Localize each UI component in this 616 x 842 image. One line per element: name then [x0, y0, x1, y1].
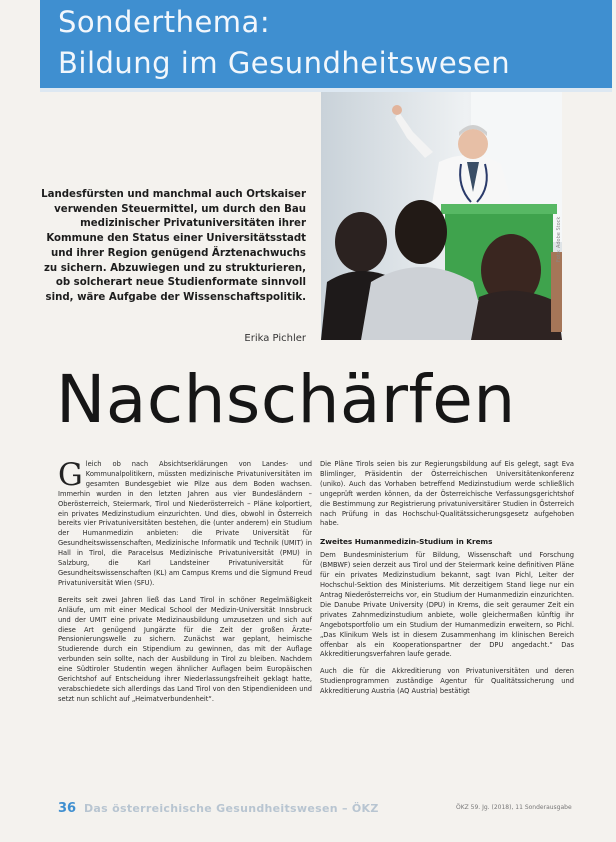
issue-info: ÖKZ 59. Jg. (2018), 11 Sonderausgabe	[456, 804, 572, 811]
publication-title: Das österreichische Gesundheitswesen – ÖKZ	[84, 802, 379, 815]
paragraph: Auch die für die Akkreditierung von Privatuniversitäten und deren Studienprogrammen zuständige Agentur für Qualitätssicherung und Akkreditierung Austria (AQ Austria) bestätigt	[320, 667, 574, 696]
paragraph: Bereits seit zwei Jahren ließ das Land Tirol in schöner Regelmäßigkeit Anläufe, um mit einer Medical School der Medizin-Universität Innsbruck und der UMIT eine private Medizinausbildung umzusetzen und sich auf diese Art genügend Jungärzte für die Zeit der großen Ärzte-Pensionierungswelle zu sichern. Zunächst war geplant, heimische Studierende durch ein Stipendium zu gewinnen, das mit der Auflage verbunden sein sollte, nach der Ausbildung in Tirol zu bleiben. Nachdem eine Südtiroler Studentin wegen ähnlicher Auflagen beim Europäischen Gerichtshof auf Entscheidung ihrer Niederlassungsfreiheit geklagt hatte, verabschiedete sich allerdings das Land Tirol von den Stipendienideen und setzt nun schlicht auf „Heimatverbundenheit“.	[58, 595, 312, 703]
paragraph-text: leich ob nach Absichtserklärungen von Landes- und Kommunalpolitikern, müssten medizinische Privatuniversitäten im gesamten Bundesgebiet wie Pilze aus dem Boden wachsen. Immerhin wurden in den letzten Jahren aus vier Bundesländern – Oberösterreich, Steiermark, Tirol und Niederösterreich – Pläne kolportiert, ein privates Medizinstudium einzurichten. Und dies, obwohl in Österreich bereits vier Privatuniversitäten bestehen, die (unter anderem) ein Studium der Humanmedizin anbieten: die Private Universität für Gesundheitswissenschaften, Medizinische Informatik und Technik (UMIT) in Hall in Tirol, die Paracelsus Medizinische Privatuniversität (PMU) in Salzburg, die Karl Landsteiner Privatuniversität für Gesundheitswissenschaften (KL) am Campus Krems und die Sigmund Freud Privatuniversität Wien (SFU).	[58, 460, 312, 587]
paragraph	[58, 457, 312, 589]
subheading: Zweites Humanmedizin-Studium in Krems	[320, 537, 493, 547]
article-title: Nachschärfen	[56, 361, 516, 438]
paragraph: Die Pläne Tirols seien bis zur Regierungsbildung auf Eis gelegt, sagt Eva Blimlinger, Präsidentin der Österreichischen Universitätenkonferenz (uniko). Auch das Vorhaben betreffend Medizinstudium werde schließlich ungeprüft werden können, da der Österreichische Verfassungsgerichtshof die Bestimmung zur Registrierung privatuniversitärer Studien in Österreich nach Prüfung in das Hochschul-Qualitätssicherungsgesetz aufgehoben habe.	[320, 460, 574, 528]
section-title-line2: Bildung im Gesundheitswesen	[58, 46, 511, 80]
dropcap: G	[58, 457, 83, 493]
lecture-illustration	[321, 92, 562, 340]
author-name: Erika Pichler	[244, 333, 306, 344]
photo-credit: Foto: Adobe Stock	[556, 216, 562, 262]
intro-text: Landesfürsten und manchmal auch Ortskaiser verwenden Steuermittel, um durch den Bau medizinischer Privatuniversitäten ihrer Kommune den Status einer Universitätsstadt und ihrer Region genügend Ärztenachwuchs zu sichern. Abzuwiegen und zu strukturieren, ob solcherart neue Studienformate sinnvoll sind, wäre Aufgabe der Wissenschaftspolitik.	[41, 189, 306, 303]
section-title-line1: Sonderthema:	[58, 5, 271, 39]
right-column	[320, 460, 574, 704]
left-column	[58, 457, 312, 712]
lecturer-photo	[321, 92, 562, 340]
page-footer	[58, 801, 578, 819]
paragraph: Dem Bundesministerium für Bildung, Wissenschaft und Forschung (BMBWF) seien derzeit aus Tirol und der Steiermark keine definitiven Pläne für ein privates Medizinstudium bekannt, sagt Ivan Pichl, Leiter der Hochschul-Sektion des Ministeriums. Mit derzeitigem Stand liege nur ein Antrag Niederösterreichs vor, ein Studium der Humanmedizin einzurichten. Die Danube Private University (DPU) in Krems, die seit geraumer Zeit ein privates Zahnmedizinstudium anbiete, wolle gleichermaßen künftig ihr Angebotsportfolio um ein Studium der Humanmedizin erweitern, so Pichl. „Das Klinikum Wels ist in diesem Zusammenhang im klinischen Bereich offenbar als ein Kooperationspartner der DPU angedacht.“ Das Akkreditierungsverfahren laufe gerade.	[320, 551, 574, 659]
page-number: 36	[58, 801, 77, 816]
section-title	[58, 2, 510, 84]
